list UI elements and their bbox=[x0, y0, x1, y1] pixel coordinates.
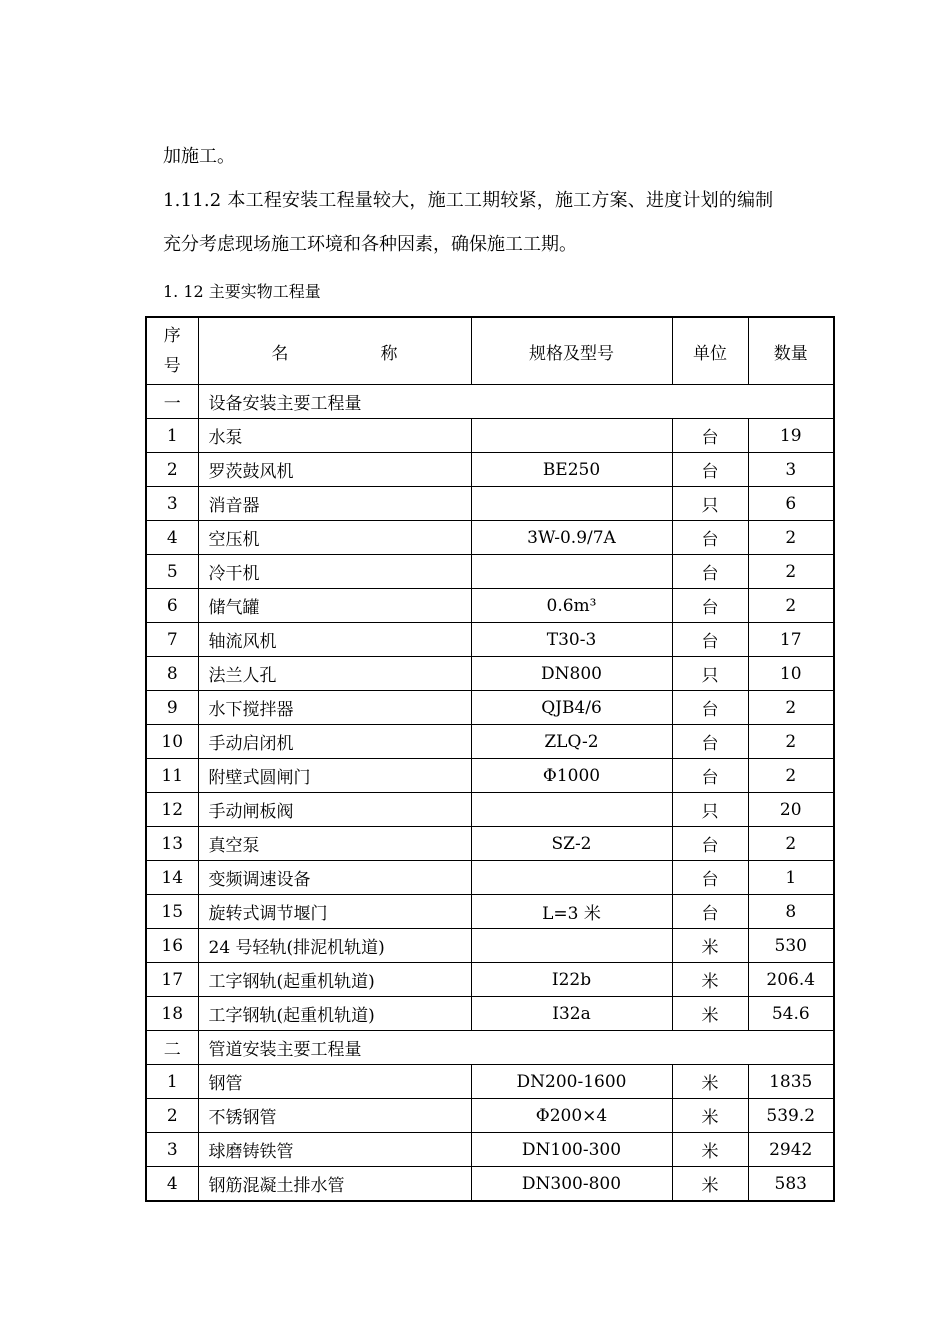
table-header-row bbox=[146, 317, 834, 385]
cell-qty: 2 bbox=[748, 759, 834, 793]
cell-name: 钢管 bbox=[198, 1065, 471, 1099]
cell-unit: 米 bbox=[672, 1099, 748, 1133]
header-name bbox=[198, 317, 471, 385]
cell-unit: 米 bbox=[672, 963, 748, 997]
cell-spec: 0.6m³ bbox=[471, 589, 672, 623]
cell-spec: T30-3 bbox=[471, 623, 672, 657]
table-row bbox=[146, 691, 834, 725]
cell-name: 旋转式调节堰门 bbox=[198, 895, 471, 929]
cell-qty: 1 bbox=[748, 861, 834, 895]
cell-qty: 2 bbox=[748, 827, 834, 861]
table-row bbox=[146, 929, 834, 963]
cell-name: 消音器 bbox=[198, 487, 471, 521]
cell-seq: 9 bbox=[146, 691, 198, 725]
cell-name: 储气罐 bbox=[198, 589, 471, 623]
cell-qty: 2942 bbox=[748, 1133, 834, 1167]
header-seq-line2: 号 bbox=[163, 356, 181, 376]
cell-seq: 13 bbox=[146, 827, 198, 861]
cell-spec: I22b bbox=[471, 963, 672, 997]
cell-seq: 17 bbox=[146, 963, 198, 997]
cell-spec: Φ1000 bbox=[471, 759, 672, 793]
cell-seq: 10 bbox=[146, 725, 198, 759]
cell-qty: 530 bbox=[748, 929, 834, 963]
cell-unit: 台 bbox=[672, 419, 748, 453]
cell-qty: 2 bbox=[748, 521, 834, 555]
cell-seq: 6 bbox=[146, 589, 198, 623]
table-row bbox=[146, 521, 834, 555]
cell-seq: 4 bbox=[146, 521, 198, 555]
cell-unit: 台 bbox=[672, 895, 748, 929]
header-seq-line1: 序 bbox=[163, 326, 181, 346]
section-title: 设备安装主要工程量 bbox=[198, 385, 834, 419]
table-row bbox=[146, 589, 834, 623]
cell-seq: 7 bbox=[146, 623, 198, 657]
cell-qty: 2 bbox=[748, 555, 834, 589]
cell-seq: 12 bbox=[146, 793, 198, 827]
table-row bbox=[146, 657, 834, 691]
cell-unit: 台 bbox=[672, 589, 748, 623]
cell-name: 轴流风机 bbox=[198, 623, 471, 657]
cell-seq: 18 bbox=[146, 997, 198, 1031]
cell-unit: 米 bbox=[672, 1133, 748, 1167]
table-row bbox=[146, 895, 834, 929]
cell-unit: 米 bbox=[672, 1167, 748, 1202]
cell-seq: 2 bbox=[146, 1099, 198, 1133]
cell-unit: 只 bbox=[672, 793, 748, 827]
table-row bbox=[146, 623, 834, 657]
cell-qty: 54.6 bbox=[748, 997, 834, 1031]
section-header-row bbox=[146, 385, 834, 419]
cell-unit: 台 bbox=[672, 759, 748, 793]
cell-seq: 11 bbox=[146, 759, 198, 793]
cell-seq: 15 bbox=[146, 895, 198, 929]
table-row bbox=[146, 963, 834, 997]
cell-qty: 19 bbox=[748, 419, 834, 453]
table-row bbox=[146, 827, 834, 861]
header-unit: 单位 bbox=[672, 317, 748, 385]
cell-seq: 3 bbox=[146, 1133, 198, 1167]
cell-name: 真空泵 bbox=[198, 827, 471, 861]
cell-name: 法兰人孔 bbox=[198, 657, 471, 691]
cell-qty: 2 bbox=[748, 589, 834, 623]
cell-name: 24 号轻轨(排泥机轨道) bbox=[198, 929, 471, 963]
cell-spec: DN100-300 bbox=[471, 1133, 672, 1167]
cell-spec bbox=[471, 555, 672, 589]
cell-name: 工字钢轨(起重机轨道) bbox=[198, 997, 471, 1031]
cell-spec: I32a bbox=[471, 997, 672, 1031]
cell-unit: 台 bbox=[672, 453, 748, 487]
cell-spec: QJB4/6 bbox=[471, 691, 672, 725]
cell-name: 附壁式圆闸门 bbox=[198, 759, 471, 793]
table-row bbox=[146, 1167, 834, 1202]
cell-qty: 3 bbox=[748, 453, 834, 487]
cell-spec: DN300-800 bbox=[471, 1167, 672, 1202]
cell-unit: 台 bbox=[672, 623, 748, 657]
cell-unit: 台 bbox=[672, 555, 748, 589]
cell-seq: 16 bbox=[146, 929, 198, 963]
cell-unit: 米 bbox=[672, 997, 748, 1031]
cell-unit: 台 bbox=[672, 827, 748, 861]
cell-unit: 米 bbox=[672, 929, 748, 963]
cell-seq: 5 bbox=[146, 555, 198, 589]
cell-spec bbox=[471, 487, 672, 521]
table-row bbox=[146, 997, 834, 1031]
cell-qty: 206.4 bbox=[748, 963, 834, 997]
cell-qty: 539.2 bbox=[748, 1099, 834, 1133]
cell-spec: DN200-1600 bbox=[471, 1065, 672, 1099]
cell-spec: ZLQ-2 bbox=[471, 725, 672, 759]
cell-qty: 1835 bbox=[748, 1065, 834, 1099]
cell-name: 空压机 bbox=[198, 521, 471, 555]
cell-qty: 20 bbox=[748, 793, 834, 827]
cell-unit: 台 bbox=[672, 691, 748, 725]
cell-name: 水泵 bbox=[198, 419, 471, 453]
cell-name: 冷干机 bbox=[198, 555, 471, 589]
cell-spec: Φ200×4 bbox=[471, 1099, 672, 1133]
cell-unit: 只 bbox=[672, 487, 748, 521]
paragraph-line-3: 充分考虑现场施工环境和各种因素，确保施工工期。 bbox=[163, 234, 577, 255]
table-row bbox=[146, 1065, 834, 1099]
cell-spec bbox=[471, 861, 672, 895]
header-qty: 数量 bbox=[748, 317, 834, 385]
table-row bbox=[146, 555, 834, 589]
cell-seq: 14 bbox=[146, 861, 198, 895]
cell-name: 球磨铸铁管 bbox=[198, 1133, 471, 1167]
table-row bbox=[146, 861, 834, 895]
cell-spec bbox=[471, 793, 672, 827]
table-caption: 1. 12 主要实物工程量 bbox=[163, 282, 321, 301]
cell-name: 变频调速设备 bbox=[198, 861, 471, 895]
table-row bbox=[146, 419, 834, 453]
section-header-row bbox=[146, 1031, 834, 1065]
cell-spec: L=3 米 bbox=[471, 895, 672, 929]
table-row bbox=[146, 487, 834, 521]
cell-seq: 1 bbox=[146, 1065, 198, 1099]
cell-seq: 2 bbox=[146, 453, 198, 487]
cell-unit: 只 bbox=[672, 657, 748, 691]
table-row bbox=[146, 1133, 834, 1167]
table-row bbox=[146, 793, 834, 827]
section-seq: 二 bbox=[146, 1031, 198, 1065]
table-row bbox=[146, 1099, 834, 1133]
cell-unit: 台 bbox=[672, 725, 748, 759]
header-spec: 规格及型号 bbox=[471, 317, 672, 385]
table-row bbox=[146, 759, 834, 793]
cell-unit: 米 bbox=[672, 1065, 748, 1099]
cell-spec: 3W-0.9/7A bbox=[471, 521, 672, 555]
cell-qty: 17 bbox=[748, 623, 834, 657]
header-name-part2: 称 bbox=[380, 343, 398, 364]
cell-qty: 583 bbox=[748, 1167, 834, 1202]
cell-seq: 3 bbox=[146, 487, 198, 521]
cell-seq: 8 bbox=[146, 657, 198, 691]
cell-spec: BE250 bbox=[471, 453, 672, 487]
cell-spec: DN800 bbox=[471, 657, 672, 691]
paragraph-line-2: 1.11.2 本工程安装工程量较大，施工工期较紧，施工方案、进度计划的编制 bbox=[163, 190, 774, 211]
header-name-part1: 名 bbox=[271, 343, 289, 364]
cell-spec bbox=[471, 419, 672, 453]
section-title: 管道安装主要工程量 bbox=[198, 1031, 834, 1065]
cell-qty: 2 bbox=[748, 691, 834, 725]
cell-name: 罗茨鼓风机 bbox=[198, 453, 471, 487]
cell-qty: 8 bbox=[748, 895, 834, 929]
cell-seq: 1 bbox=[146, 419, 198, 453]
header-seq bbox=[146, 317, 198, 385]
cell-name: 手动闸板阀 bbox=[198, 793, 471, 827]
table-row bbox=[146, 453, 834, 487]
cell-name: 水下搅拌器 bbox=[198, 691, 471, 725]
section-seq: 一 bbox=[146, 385, 198, 419]
cell-name: 不锈钢管 bbox=[198, 1099, 471, 1133]
table-row bbox=[146, 725, 834, 759]
quantities-table bbox=[145, 316, 835, 1202]
cell-qty: 2 bbox=[748, 725, 834, 759]
paragraph-line-1: 加施工。 bbox=[163, 146, 235, 167]
cell-spec: SZ-2 bbox=[471, 827, 672, 861]
cell-qty: 6 bbox=[748, 487, 834, 521]
cell-unit: 台 bbox=[672, 861, 748, 895]
cell-name: 钢筋混凝土排水管 bbox=[198, 1167, 471, 1202]
cell-name: 手动启闭机 bbox=[198, 725, 471, 759]
cell-unit: 台 bbox=[672, 521, 748, 555]
cell-name: 工字钢轨(起重机轨道) bbox=[198, 963, 471, 997]
cell-qty: 10 bbox=[748, 657, 834, 691]
cell-spec bbox=[471, 929, 672, 963]
cell-seq: 4 bbox=[146, 1167, 198, 1202]
